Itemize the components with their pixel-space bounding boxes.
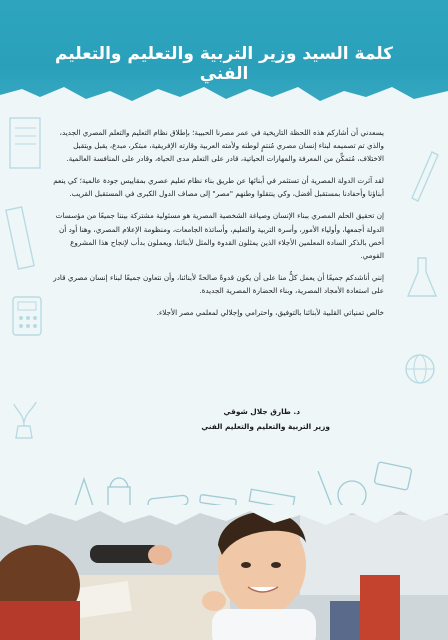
- signature-block: [170, 404, 330, 434]
- notebook-doodle-icon: [6, 114, 46, 174]
- ruler-doodle-icon: [4, 204, 44, 274]
- letter-paragraph-3: إن تحقيق الحلم المصري ببناء الإنسان وصياغة الشخصية المصرية هو مسئولية مشتركة بيننا جميعًا من مؤسسات الدولة أجمعها، وأولياء الأمور، وأسرة التربية والتعليم، وأساتذة الجامعات، ومنظومة الإعلام المصري، وهنا أود أن أخص بالذكر السادة المعلمين الأجلاء الذين يمثلون القدوة والمثل لأبنائنا، ويعملون بدأب لإنجاح هذا المشروع القومي.: [55, 211, 384, 260]
- letter-paragraph-2: لقد آثرت الدولة المصرية أن تستثمر في أبنائها عن طريق بناء نظام تعليم عصري بمقاييس جودة عالمية؛ كي ينعم أبناؤنا وأحفادنا بمستقبل أفضل، وكي ينتقلوا وطنهم "مصر" إلى مصاف الدول الكبرى في المستقبل القريب.: [53, 176, 384, 199]
- letter-body: [50, 126, 384, 328]
- pencil-doodle-icon: [402, 144, 442, 204]
- plant-doodle-icon: [4, 394, 44, 444]
- letter-paragraph-1: يسعدني أن أشاركم هذه اللحظة التاريخية في عمر مصرنا الحبيبة؛ بإطلاق نظام التعليم والتعلم المصري الجديد، والذي تم تصميمه لبناء إنسان مصري مُنتمٍ لوطنه ولأمته العربية وقارته الإفريقية، مبتكر، مبدع، يقبل ويتقبل الاختلاف، مُتمكِّن من المعرفة والمهارات الحياتية، قادر على التعلم مدى الحياة، وقادر على المنافسة العالمية.: [59, 128, 384, 164]
- letter-paragraph-5: خالص تمنياتي القلبية لأبنائنا بالتوفيق، واحترامي وإجلالي لمعلمي مصر الأجلاء.: [156, 308, 384, 318]
- photo-torn-edge: [0, 505, 448, 529]
- classroom-photo: [0, 505, 448, 640]
- calculator-doodle-icon: [10, 294, 46, 340]
- letter-paragraph-4: إنني أناشدكم جميعًا أن يعمل كلٌّ منا على أن يكون قدوةً صالحةً لأبنائنا، وأن نتعاون جميعًا لبناء إنسان مصري قادر على استعادة الأمجاد المصرية، وبناء الحضارة المصرية الجديدة.: [53, 272, 384, 295]
- signature-name: د. طارق جلال شوقي: [223, 407, 300, 416]
- page-title: كلمة السيد وزير التربية والتعليم والتعليم الفني: [54, 44, 394, 84]
- globe-doodle-icon: [400, 349, 440, 393]
- flask-doodle-icon: [404, 254, 440, 304]
- signature-title: وزير التربية والتعليم والتعليم الفني: [201, 422, 330, 431]
